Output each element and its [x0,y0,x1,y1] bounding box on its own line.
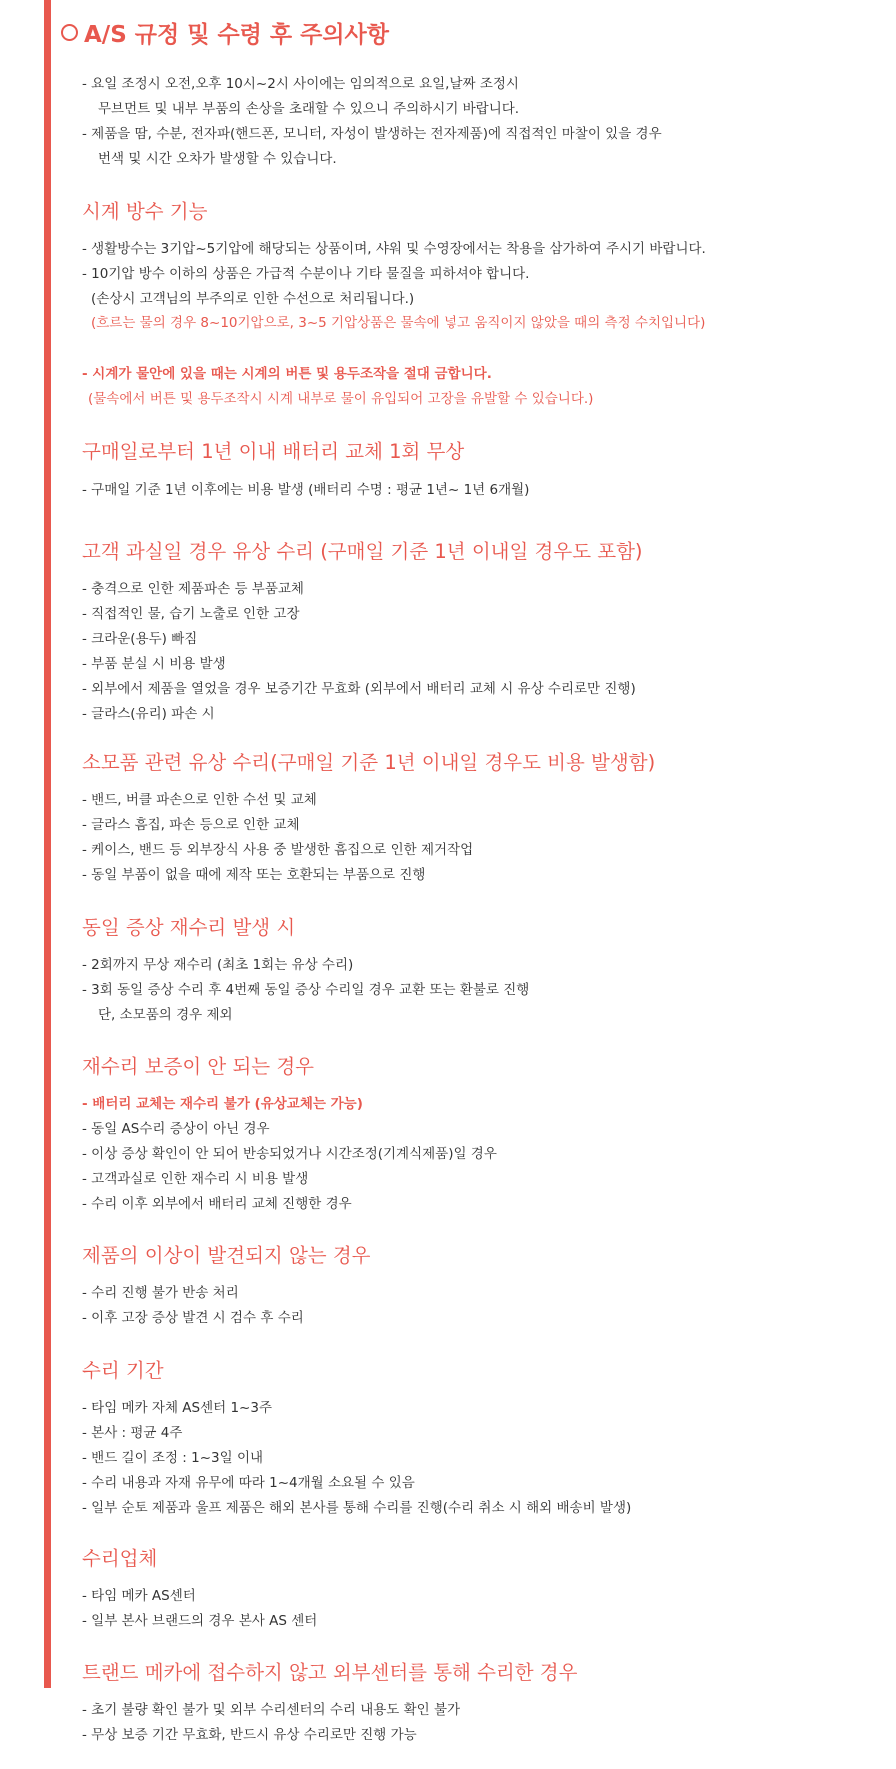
list-item: - 부품 분실 시 비용 발생 [82,656,226,672]
accent-bar [44,0,51,1688]
intro-line: 번색 및 시간 오차가 발생할 수 있습니다. [98,151,337,167]
circle-icon [61,24,78,41]
intro-line: - 요일 조정시 오전,오후 10시~2시 사이에는 임의적으로 요일,날짜 조정시 [82,76,519,92]
list-item: - 충격으로 인한 제품파손 등 부품교체 [82,581,304,597]
list-item: - 2회까지 무상 재수리 (최초 1회는 유상 수리) [82,957,354,973]
list-item: (손상시 고객님의 부주의로 인한 수선으로 처리됩니다.) [91,291,415,307]
section-heading-repair-period: 수리 기간 [82,1359,164,1382]
list-item: - 수리 내용과 자재 유무에 따라 1~4개월 소요될 수 있음 [82,1475,415,1491]
list-item: - 크라운(용두) 빠짐 [82,631,198,647]
list-item: - 구매일 기준 1년 이후에는 비용 발생 (배터리 수명 : 평균 1년~ 1년 6개월) [82,482,530,498]
list-item-warning: (흐르는 물의 경우 8~10기압으로, 3~5 기압상품은 물속에 넣고 움직이지 않았을 때의 측정 수치입니다) [91,315,706,331]
section-heading-battery: 구매일로부터 1년 이내 배터리 교체 1회 무상 [82,440,465,463]
list-item: - 생활방수는 3기압~5기압에 해당되는 상품이며, 샤워 및 수영장에서는 착용을 삼가하여 주시기 바랍니다. [82,241,706,257]
list-item: - 일부 본사 브랜드의 경우 본사 AS 센터 [82,1613,318,1629]
list-item: - 일부 순토 제품과 울프 제품은 해외 본사를 통해 수리를 진행(수리 취소 시 해외 배송비 발생) [82,1500,632,1516]
list-item: - 초기 불량 확인 불가 및 외부 수리센터의 수리 내용도 확인 불가 [82,1702,461,1718]
list-item: - 이상 증상 확인이 안 되어 반송되었거나 시간조정(기계식제품)일 경우 [82,1146,497,1162]
section-heading-no-warranty: 재수리 보증이 안 되는 경우 [82,1055,315,1078]
intro-line: 무브먼트 및 내부 부품의 손상을 초래할 수 있으니 주의하시기 바랍니다. [98,101,520,117]
list-item: - 이후 고장 증상 발견 시 검수 후 수리 [82,1310,304,1326]
list-item-warning: - 배터리 교체는 재수리 불가 (유상교체는 가능) [82,1096,363,1112]
intro-line: - 제품을 땀, 수분, 전자파(핸드폰, 모니터, 자성이 발생하는 전자제품)에 직접적인 마찰이 있을 경우 [82,126,662,142]
list-item: - 동일 AS수리 증상이 아닌 경우 [82,1121,270,1137]
section-heading-external: 트랜드 메카에 접수하지 않고 외부센터를 통해 수리한 경우 [82,1661,578,1684]
list-item: - 밴드, 버클 파손으로 인한 수선 및 교체 [82,792,317,808]
list-item: - 직접적인 물, 습기 노출로 인한 고장 [82,606,300,622]
list-item: - 무상 보증 기간 무효화, 반드시 유상 수리로만 진행 가능 [82,1727,417,1743]
section-heading-consumables: 소모품 관련 유상 수리(구매일 기준 1년 이내일 경우도 비용 발생함) [82,751,656,774]
list-item-warning: (물속에서 버튼 및 용두조작시 시계 내부로 물이 유입되어 고장을 유발할 수 있습니다.) [88,391,594,407]
list-item: - 타임 메카 자체 AS센터 1~3주 [82,1400,272,1416]
list-item: 단, 소모품의 경우 제외 [98,1007,233,1023]
section-heading-same-symptom: 동일 증상 재수리 발생 시 [82,916,296,939]
section-heading-customer-fault: 고객 과실일 경우 유상 수리 (구매일 기준 1년 이내일 경우도 포함) [82,540,643,563]
list-item: - 수리 진행 불가 반송 처리 [82,1285,239,1301]
list-item: - 외부에서 제품을 열었을 경우 보증기간 무효화 (외부에서 배터리 교체 시 유상 수리로만 진행) [82,681,636,697]
list-item: - 글라스(유리) 파손 시 [82,706,215,722]
list-item: - 밴드 길이 조정 : 1~3일 이내 [82,1450,264,1466]
list-item: - 동일 부품이 없을 때에 제작 또는 호환되는 부품으로 진행 [82,867,426,883]
list-item: - 글라스 흠집, 파손 등으로 인한 교체 [82,817,300,833]
list-item-warning: - 시계가 물안에 있을 때는 시계의 버튼 및 용두조작을 절대 금합니다. [82,366,492,382]
section-heading-waterproof: 시계 방수 기능 [82,200,208,223]
list-item: - 타임 메카 AS센터 [82,1588,196,1604]
list-item: - 케이스, 밴드 등 외부장식 사용 중 발생한 흠집으로 인한 제거작업 [82,842,474,858]
list-item: - 본사 : 평균 4주 [82,1425,183,1441]
page-title-text: A/S 규정 및 수령 후 주의사항 [84,22,389,48]
list-item: - 수리 이후 외부에서 배터리 교체 진행한 경우 [82,1196,352,1212]
section-heading-no-defect: 제품의 이상이 발견되지 않는 경우 [82,1244,371,1267]
list-item: - 3회 동일 증상 수리 후 4번째 동일 증상 수리일 경우 교환 또는 환불로 진행 [82,982,530,998]
page-title [61,18,389,52]
list-item: - 10기압 방수 이하의 상품은 가급적 수분이나 기타 물질을 피하셔야 합니다. [82,266,530,282]
list-item: - 고객과실로 인한 재수리 시 비용 발생 [82,1171,309,1187]
section-heading-repair-company: 수리업체 [82,1547,158,1570]
